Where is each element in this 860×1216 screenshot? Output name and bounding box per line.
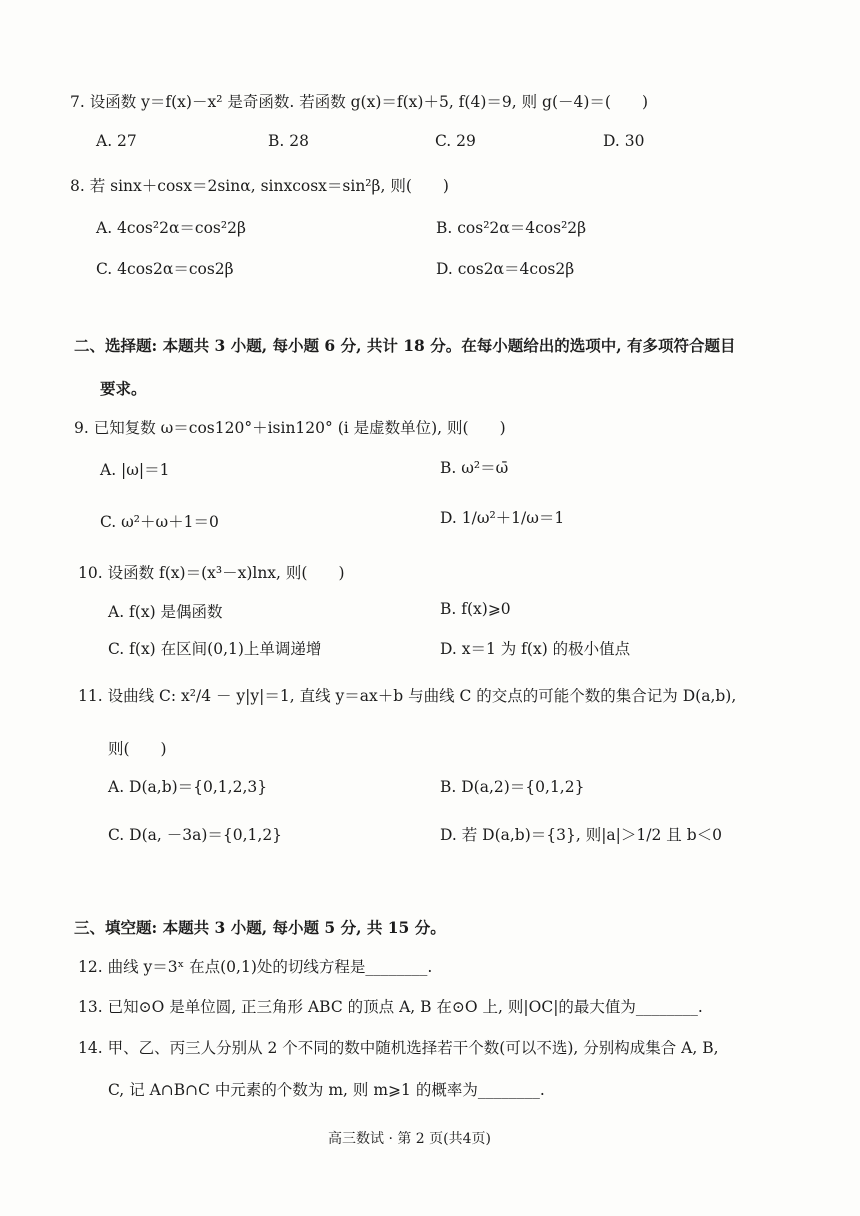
page-footer: 高三数试 · 第 2 页(共4页): [328, 1131, 491, 1147]
question-7-stem: 7. 设函数 y＝f(x)－x² 是奇函数. 若函数 g(x)＝f(x)＋5, f(4)＝9, 则 g(－4)＝( ): [70, 93, 648, 111]
question-10-option-c: C. f(x) 在区间(0,1)上单调递增: [108, 640, 322, 658]
section-3-heading: 三、填空题: 本题共 3 小题, 每小题 5 分, 共 15 分。: [74, 918, 446, 937]
question-8-option-c: C. 4cos2α＝cos2β: [96, 260, 234, 278]
question-10-option-b: B. f(x)⩾0: [440, 600, 511, 618]
question-10-option-d: D. x＝1 为 f(x) 的极小值点: [440, 640, 631, 658]
question-7-option-d: D. 30: [603, 132, 645, 150]
section-2-heading-cont: 要求。: [100, 379, 147, 398]
question-8-stem: 8. 若 sinx＋cosx＝2sinα, sinxcosx＝sin²β, 则( ): [70, 177, 449, 195]
question-13-stem: 13. 已知⊙O 是单位圆, 正三角形 ABC 的顶点 A, B 在⊙O 上, 则|OC|的最大值为________.: [78, 998, 703, 1016]
question-10-stem: 10. 设函数 f(x)＝(x³－x)lnx, 则( ): [78, 564, 345, 582]
question-7-option-a: A. 27: [96, 132, 137, 150]
question-14-stem-cont: C, 记 A∩B∩C 中元素的个数为 m, 则 m⩾1 的概率为________.: [108, 1081, 545, 1099]
question-8-option-d: D. cos2α＝4cos2β: [436, 260, 575, 278]
question-11-option-d: D. 若 D(a,b)＝{3}, 则|a|＞1/2 且 b＜0: [440, 826, 722, 844]
question-8-option-b: B. cos²2α＝4cos²2β: [436, 219, 587, 237]
question-7-option-c: C. 29: [435, 132, 476, 150]
question-9-option-d: D. 1/ω²＋1/ω＝1: [440, 509, 565, 527]
question-14-stem: 14. 甲、乙、丙三人分别从 2 个不同的数中随机选择若干个数(可以不选), 分别构成集合 A, B,: [78, 1039, 719, 1057]
question-9-stem: 9. 已知复数 ω＝cos120°＋isin120° (i 是虚数单位), 则( ): [74, 419, 506, 437]
section-2-heading: 二、选择题: 本题共 3 小题, 每小题 6 分, 共计 18 分。在每小题给出的选项中, 有多项符合题目: [74, 336, 736, 355]
question-9-option-b: B. ω²＝ω̄: [440, 459, 509, 477]
question-11-option-c: C. D(a, －3a)＝{0,1,2}: [108, 826, 283, 844]
question-12-stem: 12. 曲线 y＝3ˣ 在点(0,1)处的切线方程是________.: [78, 958, 433, 976]
question-7-option-b: B. 28: [268, 132, 309, 150]
question-11-option-b: B. D(a,2)＝{0,1,2}: [440, 778, 585, 796]
question-11-option-a: A. D(a,b)＝{0,1,2,3}: [108, 778, 268, 796]
question-8-option-a: A. 4cos²2α＝cos²2β: [96, 219, 246, 237]
question-9-option-a: A. |ω|＝1: [100, 461, 170, 479]
question-11-stem: 11. 设曲线 C: x²/4 － y|y|＝1, 直线 y＝ax＋b 与曲线 C 的交点的可能个数的集合记为 D(a,b),: [78, 687, 737, 705]
question-11-stem-cont: 则( ): [108, 740, 167, 758]
question-10-option-a: A. f(x) 是偶函数: [108, 603, 223, 621]
question-9-option-c: C. ω²＋ω＋1＝0: [100, 513, 219, 531]
